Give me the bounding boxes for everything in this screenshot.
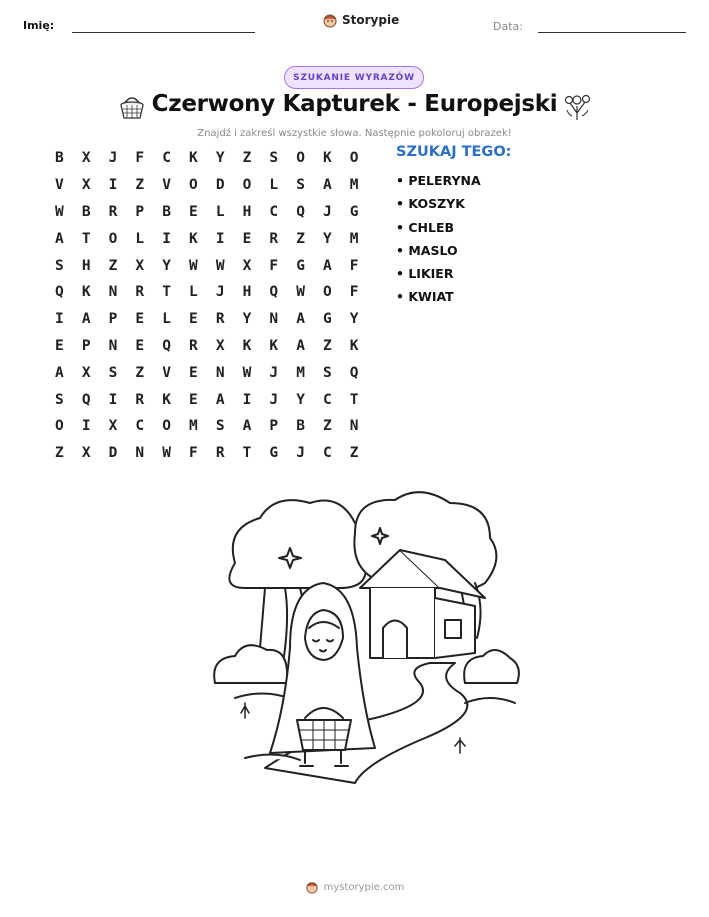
grid-letter[interactable]: E xyxy=(189,391,198,408)
grid-letter[interactable]: N xyxy=(135,445,145,462)
grid-letter[interactable]: E xyxy=(242,230,252,247)
grid-letter[interactable]: C xyxy=(323,445,332,462)
grid-letter[interactable]: Z xyxy=(135,177,145,194)
grid-letter[interactable]: Z xyxy=(135,364,145,381)
grid-letter[interactable]: F xyxy=(269,257,279,274)
grid-letter[interactable]: A xyxy=(323,177,332,194)
grid-letter[interactable]: L xyxy=(269,177,279,194)
word-search-grid[interactable] xyxy=(46,145,368,467)
grid-letter[interactable]: X xyxy=(81,177,91,194)
grid-letter[interactable]: L xyxy=(162,311,171,328)
grid-letter[interactable]: F xyxy=(349,257,359,274)
grid-letter[interactable]: I xyxy=(242,391,252,408)
brand xyxy=(322,12,399,28)
grid-letter[interactable]: W xyxy=(215,257,225,274)
grid-letter[interactable]: B xyxy=(162,203,171,220)
grid-letter[interactable]: X xyxy=(81,364,91,381)
grid-letter[interactable]: Q xyxy=(349,364,359,381)
grid-letter[interactable]: T xyxy=(349,391,359,408)
grid-letter[interactable]: W xyxy=(55,203,64,220)
grid-letter[interactable]: I xyxy=(215,230,225,247)
grid-letter[interactable]: Y xyxy=(323,230,332,247)
word-list xyxy=(396,170,481,310)
grid-letter[interactable]: K xyxy=(189,150,198,167)
grid-letter[interactable]: V xyxy=(55,177,64,194)
grid-letter[interactable]: Q xyxy=(81,391,91,408)
grid-letter[interactable]: W xyxy=(162,445,171,462)
grid-letter[interactable]: C xyxy=(323,391,332,408)
grid-letter[interactable]: L xyxy=(215,203,225,220)
grid-letter[interactable]: Q xyxy=(162,337,171,354)
grid-letter[interactable]: C xyxy=(269,203,279,220)
grid-letter[interactable]: W xyxy=(242,364,252,381)
grid-letter[interactable]: G xyxy=(349,203,359,220)
grid-letter[interactable]: N xyxy=(215,364,225,381)
grid-letter[interactable]: Y xyxy=(296,391,305,408)
date-label: Data: xyxy=(493,20,523,33)
grid-letter[interactable]: A xyxy=(323,257,332,274)
grid-letter[interactable]: K xyxy=(323,150,332,167)
grid-letter[interactable]: F xyxy=(349,284,359,301)
grid-letter[interactable]: P xyxy=(135,203,145,220)
grid-letter[interactable]: E xyxy=(189,311,198,328)
storypie-logo-icon xyxy=(305,880,319,894)
grid-letter[interactable]: V xyxy=(162,364,171,381)
grid-letter[interactable]: S xyxy=(269,150,279,167)
grid-letter[interactable]: M xyxy=(349,177,359,194)
grid-letter[interactable]: R xyxy=(108,203,118,220)
footer xyxy=(0,880,709,894)
grid-letter[interactable]: G xyxy=(296,257,305,274)
grid-letter[interactable]: Y xyxy=(215,150,225,167)
grid-letter[interactable]: E xyxy=(189,364,198,381)
grid-letter[interactable]: N xyxy=(269,311,279,328)
word-list-item: • PELERYNA xyxy=(396,173,481,188)
grid-letter[interactable]: Z xyxy=(323,337,332,354)
grid-letter[interactable]: X xyxy=(135,257,145,274)
grid-letter[interactable]: A xyxy=(242,418,252,435)
grid-letter[interactable]: C xyxy=(162,150,171,167)
grid-letter[interactable]: S xyxy=(296,177,305,194)
grid-letter[interactable]: Y xyxy=(349,311,359,328)
grid-letter[interactable]: G xyxy=(269,445,279,462)
grid-letter[interactable]: O xyxy=(108,230,118,247)
word-list-item: • CHLEB xyxy=(396,219,455,235)
grid-letter[interactable]: Q xyxy=(55,284,64,301)
grid-letter[interactable]: S xyxy=(55,391,64,408)
grid-letter[interactable]: N xyxy=(108,284,118,301)
grid-letter[interactable]: L xyxy=(135,230,145,247)
grid-letter[interactable]: E xyxy=(135,311,145,328)
word-list-item: • MASLO xyxy=(396,242,458,258)
footer-link[interactable]: mystorypie.com xyxy=(323,881,405,893)
grid-letter[interactable]: K xyxy=(349,337,359,354)
grid-letter[interactable]: S xyxy=(55,257,64,274)
red-riding-hood-illustration xyxy=(205,488,525,793)
grid-letter[interactable]: W xyxy=(189,257,198,274)
grid-letter[interactable]: B xyxy=(296,418,305,435)
storypie-logo-icon xyxy=(322,12,338,28)
grid-letter[interactable]: K xyxy=(162,391,171,408)
grid-letter[interactable]: S xyxy=(323,364,332,381)
grid-letter[interactable]: Z xyxy=(108,257,118,274)
grid-letter[interactable]: A xyxy=(55,364,64,381)
grid-letter[interactable]: A xyxy=(296,311,305,328)
grid-letter[interactable]: M xyxy=(349,230,359,247)
word-list-item: • KWIAT xyxy=(396,289,454,305)
grid-letter[interactable]: I xyxy=(108,391,118,408)
grid-letter[interactable]: M xyxy=(296,364,305,381)
grid-letter[interactable]: A xyxy=(55,230,64,247)
grid-letter[interactable]: T xyxy=(81,230,91,247)
grid-letter[interactable]: O xyxy=(162,418,171,435)
grid-letter[interactable]: X xyxy=(215,337,225,354)
word-list-title: SZUKAJ TEGO: xyxy=(396,144,512,160)
instructions: Znajdź i zakreśl wszystkie słowa. Następnie pokoloruj obrazek! xyxy=(197,128,512,139)
grid-letter[interactable]: B xyxy=(81,203,91,220)
grid-letter[interactable]: T xyxy=(162,284,171,301)
grid-letter[interactable]: Z xyxy=(296,230,305,247)
grid-letter[interactable]: B xyxy=(55,150,64,167)
grid-letter[interactable]: A xyxy=(296,337,305,354)
grid-letter[interactable]: Z xyxy=(242,150,252,167)
grid-letter[interactable]: N xyxy=(108,337,118,354)
grid-letter[interactable]: J xyxy=(323,203,332,220)
grid-letter[interactable]: Q xyxy=(269,284,279,301)
grid-letter[interactable]: R xyxy=(215,445,225,462)
grid-letter[interactable]: K xyxy=(242,337,252,354)
grid-letter[interactable]: I xyxy=(55,311,64,328)
grid-letter[interactable]: O xyxy=(323,284,332,301)
grid-letter[interactable]: E xyxy=(189,203,198,220)
grid-letter[interactable]: F xyxy=(135,150,145,167)
grid-letter[interactable]: M xyxy=(189,418,198,435)
grid-letter[interactable]: I xyxy=(162,230,171,247)
name-label: Imię: xyxy=(23,19,55,32)
grid-letter[interactable]: J xyxy=(108,150,118,167)
grid-letter[interactable]: P xyxy=(108,311,118,328)
activity-badge: SZUKANIE WYRAZÓW xyxy=(284,66,424,89)
grid-letter[interactable]: Z xyxy=(323,418,332,435)
grid-letter[interactable]: F xyxy=(189,445,198,462)
grid-letter[interactable]: P xyxy=(269,418,279,435)
grid-letter[interactable]: J xyxy=(296,445,305,462)
word-list-item: • KOSZYK xyxy=(396,196,465,212)
grid-letter[interactable]: E xyxy=(135,337,145,354)
grid-letter[interactable]: K xyxy=(189,230,198,247)
grid-letter[interactable]: A xyxy=(81,311,91,328)
grid-letter[interactable]: K xyxy=(81,284,91,301)
page-title: Czerwony Kapturek - Europejski xyxy=(151,91,558,117)
word-list-item: • LIKIER xyxy=(396,266,454,282)
grid-letter[interactable]: O xyxy=(349,150,359,167)
grid-letter[interactable]: X xyxy=(81,150,91,167)
grid-letter[interactable]: R xyxy=(135,391,145,408)
grid-letter[interactable]: H xyxy=(242,284,252,301)
grid-letter[interactable]: V xyxy=(162,177,171,194)
grid-letter[interactable]: D xyxy=(215,177,225,194)
grid-letter[interactable]: X xyxy=(108,418,118,435)
grid-letter[interactable]: C xyxy=(135,418,145,435)
grid-letter[interactable]: K xyxy=(269,337,279,354)
grid-letter[interactable]: D xyxy=(108,445,118,462)
grid-letter[interactable]: S xyxy=(108,364,118,381)
grid-letter[interactable]: A xyxy=(215,391,225,408)
grid-letter[interactable]: G xyxy=(323,311,332,328)
grid-letter[interactable]: X xyxy=(242,257,252,274)
grid-letter[interactable]: J xyxy=(269,364,279,381)
grid-letter[interactable]: X xyxy=(81,445,91,462)
grid-letter[interactable]: P xyxy=(81,337,91,354)
grid-letter[interactable]: O xyxy=(55,418,64,435)
brand-name: Storypie xyxy=(342,13,400,27)
grid-letter[interactable]: N xyxy=(349,418,359,435)
grid-letter[interactable]: H xyxy=(81,257,91,274)
grid-letter[interactable]: R xyxy=(135,284,145,301)
grid-letter[interactable]: R xyxy=(269,230,279,247)
grid-letter[interactable]: Y xyxy=(162,257,171,274)
grid-letter[interactable]: J xyxy=(269,391,279,408)
grid-letter[interactable]: Y xyxy=(242,311,252,328)
grid-letter[interactable]: Z xyxy=(349,445,359,462)
grid-letter[interactable]: E xyxy=(55,337,64,354)
grid-letter[interactable]: O xyxy=(189,177,198,194)
name-line[interactable] xyxy=(72,32,255,33)
flowers-icon xyxy=(560,89,594,123)
grid-letter[interactable]: Z xyxy=(55,445,64,462)
grid-letter[interactable]: L xyxy=(189,284,198,301)
grid-letter[interactable]: O xyxy=(296,150,305,167)
grid-letter[interactable]: I xyxy=(81,418,91,435)
grid-letter[interactable]: H xyxy=(242,203,252,220)
grid-letter[interactable]: T xyxy=(242,445,252,462)
grid-letter[interactable]: I xyxy=(108,177,118,194)
grid-letter[interactable]: J xyxy=(215,284,225,301)
date-line[interactable] xyxy=(538,32,686,33)
grid-letter[interactable]: Q xyxy=(296,203,305,220)
grid-letter[interactable]: W xyxy=(296,284,305,301)
grid-letter[interactable]: R xyxy=(215,311,225,328)
grid-letter[interactable]: R xyxy=(189,337,198,354)
grid-letter[interactable]: S xyxy=(215,418,225,435)
grid-letter[interactable]: O xyxy=(242,177,252,194)
